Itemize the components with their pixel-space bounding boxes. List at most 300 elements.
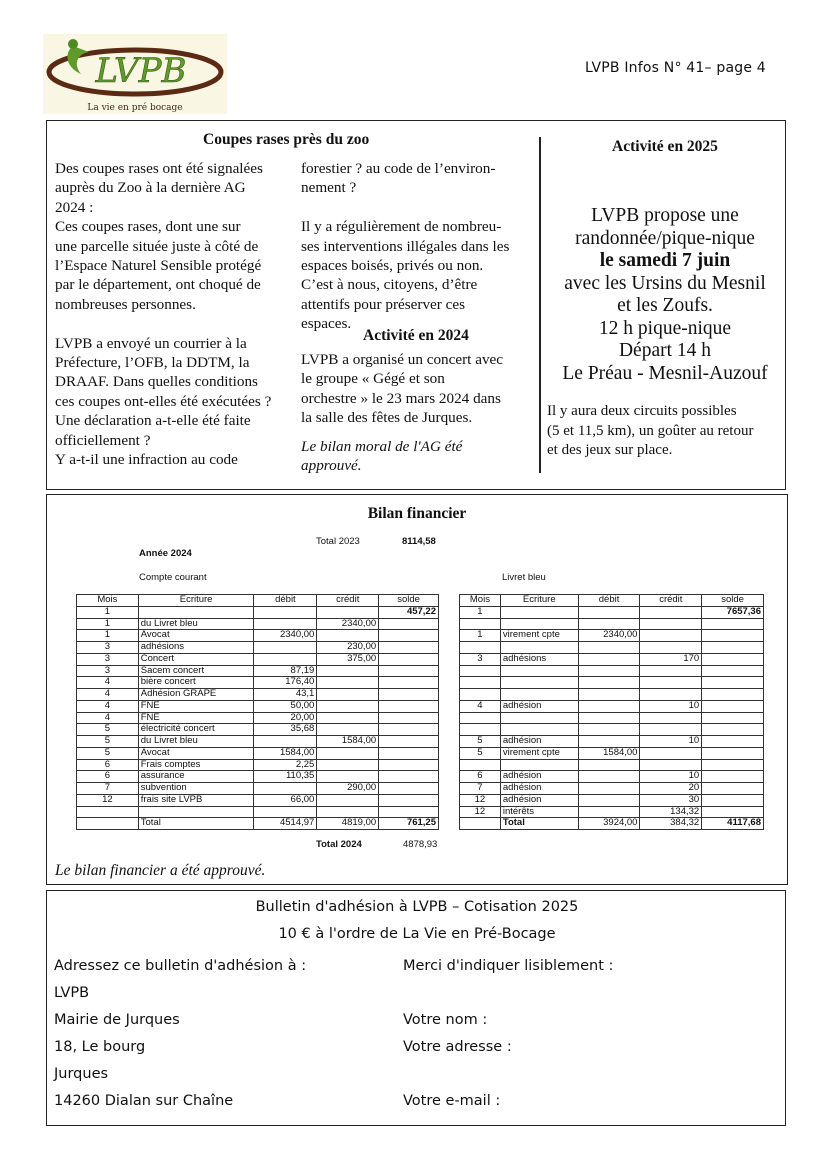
table-cell: [578, 653, 640, 665]
table-cell: 2340,00: [578, 630, 640, 642]
table-row: [77, 771, 439, 783]
table-cell: [379, 630, 439, 642]
coupes-line: ses interventions illégales dans les: [301, 237, 510, 255]
table-cell: Sacem concert: [138, 665, 254, 677]
livret-bleu-table: [459, 594, 764, 830]
table-cell: [702, 642, 764, 654]
table-cell: [460, 665, 501, 677]
table-cell: 3924,00: [578, 818, 640, 830]
table-cell: [254, 806, 317, 818]
table-cell: [254, 736, 317, 748]
table-cell: 1584,00: [254, 747, 317, 759]
bulletin-box: [46, 890, 786, 1126]
table-cell: 1: [77, 618, 139, 630]
table-header-cell: solde: [702, 595, 764, 607]
table-cell: 110,35: [254, 771, 317, 783]
bulletin-field-label: Merci d'indiquer lisiblement :: [403, 958, 614, 974]
coupes-line: espaces.: [301, 315, 352, 333]
table-cell: [578, 783, 640, 795]
activite-2025-line: avec les Ursins du Mesnil: [564, 272, 766, 294]
table-cell: [702, 771, 764, 783]
table-cell: 12: [77, 794, 139, 806]
bulletin-field-label: Votre e-mail :: [403, 1093, 501, 1109]
table-cell: [578, 771, 640, 783]
table-cell: 1584,00: [578, 747, 640, 759]
table-cell: 375,00: [317, 653, 379, 665]
table-cell: [460, 642, 501, 654]
table-cell: bière concert: [138, 677, 254, 689]
table-cell: adhésion: [500, 771, 578, 783]
total-2023-label: Total 2023: [316, 536, 360, 547]
table-row: [77, 747, 439, 759]
table-header-cell: crédit: [640, 595, 702, 607]
table-row: [460, 747, 764, 759]
table-cell: du Livret bleu: [138, 736, 254, 748]
compte-courant-label: Compte courant: [139, 572, 207, 583]
table-cell: [640, 759, 702, 771]
coupes-line: Préfecture, l’OFB, la DDTM, la: [55, 354, 250, 372]
table-cell: 35,68: [254, 724, 317, 736]
coupes-line: Y a-t-il une infraction au code: [55, 451, 238, 469]
table-cell: 5: [77, 747, 139, 759]
bulletin-address-line: Jurques: [54, 1066, 109, 1082]
bulletin-field-label: [403, 1061, 783, 1088]
table-cell: 384,32: [640, 818, 702, 830]
bulletin-field-label: Votre adresse :: [403, 1039, 512, 1055]
table-row: [77, 806, 439, 818]
coupes-column-1: [55, 159, 300, 470]
table-cell: 1: [77, 630, 139, 642]
coupes-line: LVPB a envoyé un courrier à la: [55, 334, 247, 352]
table-cell: [578, 689, 640, 701]
table-cell: 176,40: [254, 677, 317, 689]
activite-2025-announcement: [547, 205, 783, 385]
table-cell: [578, 606, 640, 618]
bulletin-address-line: 14260 Dialan sur Chaîne: [54, 1093, 234, 1109]
table-header-cell: solde: [379, 595, 439, 607]
activite-2024-line: LVPB a organisé un concert avec: [301, 351, 504, 368]
table-cell: [379, 806, 439, 818]
coupes-line: nombreuses personnes.: [55, 295, 196, 313]
coupes-line: Des coupes rases ont été signalées: [55, 160, 263, 177]
bulletin-address-line: LVPB: [54, 985, 90, 1001]
table-cell: [460, 818, 501, 830]
activite-2025-line: Départ 14 h: [618, 340, 712, 361]
bulletin-title: Bulletin d'adhésion à LVPB – Cotisation 2025: [255, 899, 579, 915]
table-row: [77, 606, 439, 618]
table-cell: [500, 665, 578, 677]
table-row: [460, 736, 764, 748]
table-cell: [640, 747, 702, 759]
table-cell: [578, 794, 640, 806]
coupes-line: officiellement ?: [55, 431, 151, 449]
table-row: [77, 818, 439, 830]
bilan-box: [46, 494, 788, 885]
table-cell: [317, 724, 379, 736]
table-row: [460, 794, 764, 806]
activite-2025-details: [547, 402, 787, 461]
table-header-row: [460, 595, 764, 607]
table-cell: [500, 689, 578, 701]
table-cell: 6: [77, 759, 139, 771]
table-row: [77, 689, 439, 701]
activite-2024-line: le groupe « Gégé et son: [301, 370, 445, 388]
table-cell: FNE: [138, 712, 254, 724]
table-cell: 134,32: [640, 806, 702, 818]
coupes-line: C’est à nous, citoyens, d’être: [301, 276, 478, 294]
table-cell: [702, 618, 764, 630]
table-row: [77, 677, 439, 689]
table-cell: 4: [77, 712, 139, 724]
table-cell: 2,25: [254, 759, 317, 771]
table-cell: 4: [77, 689, 139, 701]
table-cell: [500, 618, 578, 630]
table-cell: [254, 642, 317, 654]
table-cell: 230,00: [317, 642, 379, 654]
coupes-line: DRAAF. Dans quelles conditions: [55, 373, 258, 391]
table-cell: 5: [460, 736, 501, 748]
column-divider: [539, 137, 541, 473]
total-2024-label: Total 2024: [316, 839, 362, 850]
table-cell: [702, 689, 764, 701]
table-cell: [578, 806, 640, 818]
activite-2024-line: orchestre » le 23 mars 2024 dans: [301, 389, 501, 407]
activite-2025-line: 12 h pique-nique: [598, 317, 732, 339]
table-cell: 12: [460, 806, 501, 818]
table-cell: adhésion: [500, 700, 578, 712]
table-cell: [317, 759, 379, 771]
table-header-cell: Mois: [460, 595, 501, 607]
table-cell: [138, 606, 254, 618]
table-cell: 10: [640, 771, 702, 783]
table-cell: 4: [77, 677, 139, 689]
table-cell: 6: [77, 771, 139, 783]
table-row: [77, 630, 439, 642]
table-cell: [640, 606, 702, 618]
table-row: [460, 724, 764, 736]
table-cell: [379, 700, 439, 712]
table-cell: 87,19: [254, 665, 317, 677]
table-cell: [460, 618, 501, 630]
table-cell: [379, 642, 439, 654]
coupes-line: 2024 :: [55, 198, 94, 216]
livret-bleu-label: Livret bleu: [502, 572, 546, 583]
table-cell: [578, 712, 640, 724]
activite-2024-note-line: approuvé.: [301, 457, 362, 475]
table-cell: Total: [138, 818, 254, 830]
table-cell: [500, 677, 578, 689]
table-cell: 290,00: [317, 783, 379, 795]
table-cell: [317, 677, 379, 689]
bulletin-form-fields: [403, 953, 783, 1115]
table-cell: 66,00: [254, 794, 317, 806]
logo-text: LVPB: [95, 51, 187, 91]
activite-2025-line: le samedi 7 juin: [599, 250, 731, 271]
logo-image: [43, 34, 227, 114]
table-cell: 1584,00: [317, 736, 379, 748]
table-cell: [77, 818, 139, 830]
table-row: [77, 759, 439, 771]
table-cell: [702, 630, 764, 642]
table-cell: [702, 700, 764, 712]
table-cell: 4117,68: [702, 818, 764, 830]
table-cell: 1: [77, 606, 139, 618]
table-header-cell: débit: [578, 595, 640, 607]
table-cell: [578, 618, 640, 630]
table-cell: adhésion: [500, 783, 578, 795]
table-cell: [702, 653, 764, 665]
table-cell: [640, 712, 702, 724]
articles-box: [46, 120, 786, 490]
table-cell: [254, 606, 317, 618]
table-header-cell: débit: [254, 595, 317, 607]
table-cell: [460, 724, 501, 736]
coupes-line: une parcelle située juste à côté de: [55, 237, 259, 255]
activite-2024-line: la salle des fêtes de Jurques.: [301, 409, 473, 427]
coupes-column-2: [301, 159, 541, 334]
activite-2025-line: randonnée/pique-nique: [575, 227, 755, 249]
table-cell: 4514,97: [254, 818, 317, 830]
table-cell: adhésion: [500, 736, 578, 748]
table-row: [460, 665, 764, 677]
table-cell: [640, 630, 702, 642]
table-cell: électricité concert: [138, 724, 254, 736]
table-cell: 3: [460, 653, 501, 665]
table-cell: [640, 618, 702, 630]
table-row: [460, 771, 764, 783]
table-cell: [379, 665, 439, 677]
table-cell: adhésions: [500, 653, 578, 665]
table-row: [77, 712, 439, 724]
coupes-line: espaces boisés, privés ou non.: [301, 257, 484, 275]
bulletin-field-label: Votre nom :: [403, 1012, 488, 1028]
table-row: [460, 653, 764, 665]
table-cell: 4: [460, 700, 501, 712]
table-cell: [500, 642, 578, 654]
coupes-line: nement ?: [301, 179, 357, 197]
table-cell: FNE: [138, 700, 254, 712]
table-cell: 2340,00: [317, 618, 379, 630]
coupes-title: Coupes rases près du zoo: [203, 131, 370, 148]
compte-courant-table: [76, 594, 439, 830]
table-row: [77, 736, 439, 748]
table-cell: 5: [460, 747, 501, 759]
coupes-line: forestier ? au code de l’environ-: [301, 160, 496, 177]
coupes-line: Ces coupes rases, dont une sur: [55, 218, 241, 236]
table-cell: [640, 689, 702, 701]
table-cell: [578, 700, 640, 712]
table-row: [460, 712, 764, 724]
activite-2024-note: [301, 437, 541, 476]
table-cell: [578, 736, 640, 748]
table-cell: [379, 712, 439, 724]
table-cell: intérêts: [500, 806, 578, 818]
table-cell: [500, 759, 578, 771]
table-cell: [702, 783, 764, 795]
table-cell: frais site LVPB: [138, 794, 254, 806]
table-row: [460, 606, 764, 618]
coupes-line: [301, 198, 541, 217]
table-cell: [379, 771, 439, 783]
table-cell: [460, 712, 501, 724]
table-cell: [640, 677, 702, 689]
activite-2025-detail-line: Il y aura deux circuits possibles: [547, 403, 737, 419]
table-cell: 761,25: [379, 818, 439, 830]
table-cell: 1: [460, 606, 501, 618]
table-cell: [640, 724, 702, 736]
table-cell: [578, 677, 640, 689]
table-cell: 3: [77, 653, 139, 665]
table-cell: [578, 724, 640, 736]
table-cell: 457,22: [379, 606, 439, 618]
bulletin-subtitle: 10 € à l'ordre de La Vie en Pré-Bocage: [278, 926, 556, 942]
table-row: [460, 677, 764, 689]
coupes-line: attentifs pour préserver ces: [301, 295, 466, 313]
coupes-line: par le département, ont choqué de: [55, 276, 261, 294]
table-row: [460, 806, 764, 818]
table-cell: Concert: [138, 653, 254, 665]
table-cell: adhésions: [138, 642, 254, 654]
table-cell: Adhésion GRAPE: [138, 689, 254, 701]
table-cell: 43,1: [254, 689, 317, 701]
table-cell: Total: [500, 818, 578, 830]
table-cell: [77, 806, 139, 818]
table-cell: [702, 665, 764, 677]
table-row: [460, 759, 764, 771]
table-cell: 7: [460, 783, 501, 795]
table-cell: [317, 630, 379, 642]
page-reference: LVPB Infos N° 41– page 4: [585, 60, 766, 76]
table-cell: Avocat: [138, 630, 254, 642]
table-cell: [379, 618, 439, 630]
bulletin-address-line: Mairie de Jurques: [54, 1012, 180, 1028]
table-row: [77, 665, 439, 677]
table-cell: [317, 700, 379, 712]
table-cell: assurance: [138, 771, 254, 783]
table-row: [77, 794, 439, 806]
bulletin-address-line: 18, Le bourg: [54, 1039, 146, 1055]
table-cell: 7657,36: [702, 606, 764, 618]
table-cell: [702, 736, 764, 748]
bilan-approved: Le bilan financier a été approuvé.: [55, 862, 266, 879]
activite-2024-text: [301, 350, 541, 428]
table-cell: 7: [77, 783, 139, 795]
table-cell: [578, 759, 640, 771]
table-cell: 4819,00: [317, 818, 379, 830]
table-cell: 6: [460, 771, 501, 783]
total-2024-value: 4878,93: [403, 839, 438, 850]
table-cell: [702, 747, 764, 759]
table-cell: 12: [460, 794, 501, 806]
table-cell: [317, 665, 379, 677]
table-cell: [317, 806, 379, 818]
bulletin-address-line: Adressez ce bulletin d'adhésion à :: [54, 958, 307, 974]
table-cell: adhésion: [500, 794, 578, 806]
bulletin-address: [54, 953, 394, 1115]
table-cell: 5: [77, 724, 139, 736]
activite-2024-title: Activité en 2024: [363, 327, 469, 344]
activite-2025-title: Activité en 2025: [612, 138, 718, 155]
table-cell: [702, 759, 764, 771]
table-cell: 30: [640, 794, 702, 806]
table-cell: 170: [640, 653, 702, 665]
activite-2025-detail-line: et des jeux sur place.: [547, 442, 673, 458]
table-cell: 20,00: [254, 712, 317, 724]
coupes-line: auprès du Zoo à la dernière AG: [55, 179, 246, 197]
coupes-line: ces coupes ont-elles été exécutées ?: [55, 392, 272, 410]
table-cell: [254, 653, 317, 665]
table-cell: [379, 724, 439, 736]
table-cell: Frais comptes: [138, 759, 254, 771]
table-cell: [317, 606, 379, 618]
table-cell: [460, 689, 501, 701]
table-row: [460, 689, 764, 701]
table-header-cell: Mois: [77, 595, 139, 607]
table-row: [77, 653, 439, 665]
table-cell: [460, 759, 501, 771]
table-cell: [640, 642, 702, 654]
table-cell: Avocat: [138, 747, 254, 759]
table-row: [460, 618, 764, 630]
table-cell: [317, 689, 379, 701]
table-cell: 50,00: [254, 700, 317, 712]
table-cell: [379, 747, 439, 759]
activite-2025-detail-line: (5 et 11,5 km), un goûter au retour: [547, 422, 754, 439]
table-header-cell: Ecriture: [500, 595, 578, 607]
table-cell: [640, 665, 702, 677]
table-cell: 10: [640, 700, 702, 712]
table-cell: [317, 771, 379, 783]
table-cell: 3: [77, 642, 139, 654]
table-cell: [254, 783, 317, 795]
activite-2024-note-line: Le bilan moral de l'AG été: [301, 438, 463, 455]
table-cell: 20: [640, 783, 702, 795]
coupes-line: Il y a régulièrement de nombreu-: [301, 218, 502, 236]
table-cell: [379, 794, 439, 806]
table-cell: [379, 783, 439, 795]
table-row: [460, 818, 764, 830]
table-cell: du Livret bleu: [138, 618, 254, 630]
table-cell: 2340,00: [254, 630, 317, 642]
activite-2025-line: et les Zoufs.: [617, 295, 713, 316]
table-cell: [379, 689, 439, 701]
table-cell: [317, 794, 379, 806]
bulletin-field-label: [403, 980, 783, 1007]
table-row: [460, 642, 764, 654]
table-cell: virement cpte: [500, 630, 578, 642]
table-cell: [317, 747, 379, 759]
table-cell: [500, 724, 578, 736]
coupes-line: [55, 314, 300, 333]
table-cell: [578, 642, 640, 654]
table-cell: [317, 712, 379, 724]
table-cell: [702, 806, 764, 818]
activite-2025-line: LVPB propose une: [591, 205, 739, 226]
table-cell: virement cpte: [500, 747, 578, 759]
coupes-line: Une déclaration a-t-elle été faite: [55, 412, 251, 430]
coupes-line: l’Espace Naturel Sensible protégé: [55, 257, 262, 275]
table-header-cell: Ecriture: [138, 595, 254, 607]
table-cell: [578, 665, 640, 677]
table-cell: [138, 806, 254, 818]
table-cell: [460, 677, 501, 689]
lvpb-logo: [43, 34, 227, 114]
table-row: [460, 630, 764, 642]
table-cell: [500, 712, 578, 724]
table-cell: [379, 759, 439, 771]
activite-2025-line: Le Préau - Mesnil-Auzouf: [562, 362, 768, 384]
table-row: [460, 700, 764, 712]
